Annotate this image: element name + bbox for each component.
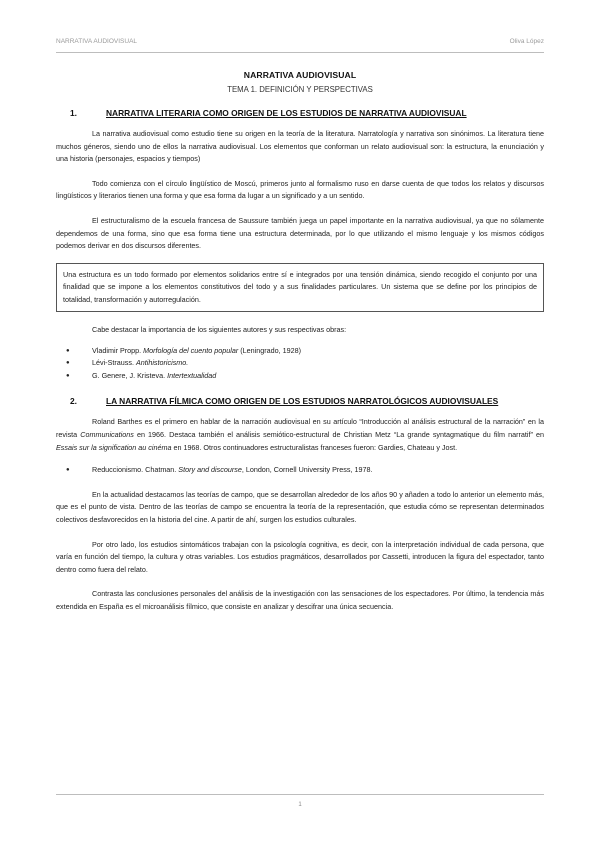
paragraph: [56, 416, 544, 454]
paragraph: El estructuralismo de la escuela francesa de Saussure también juega un papel importante en la narrativa audiovisual, ya que no sólamente dependemos de una forma, sino que esa forma tiene una estructura determinada, por lo que utilizando el mismo lenguaje y los mismos códigos podemos derivar en dos discursos diferentes.: [56, 215, 544, 251]
work-details: (Leningrado, 1928): [240, 345, 301, 355]
paragraph: Todo comienza con el círculo lingüístico de Moscú, primeros junto al formalismo ruso en darse cuenta de que todos los relatos y discursos lingüísticos y literarios tienen una forma y que esa forma da lugar a un significado y a un sentido.: [56, 178, 544, 201]
paragraph: La narrativa audiovisual como estudio tiene su origen en la teoría de la literatura. Narratología y narrativa son sinónimos. La literatura tiene muchos géneros, siendo uno de ellos la narrativa audiovisual. Los elementos que conforman un relato audiovisual son: la estructura, la enunciación y una historia (personajes, espacios y tiempos): [56, 129, 544, 164]
header-course-title: NARRATIVA AUDIOVISUAL: [56, 38, 138, 45]
authors-list: [56, 345, 544, 383]
work-details: , London, Cornell University Press, 1978.: [241, 465, 373, 475]
section-heading-1: [56, 108, 544, 118]
footer-divider: [56, 794, 544, 795]
paragraph-text: Roland Barthes es el primero en hablar de la narración audiovisual en su artículo “Introducción al análisis estructural de la narración” en la revista: [56, 417, 544, 439]
definition-box: Una estructura es un todo formado por elementos solidarios entre sí e integrados por una tensión dinámica, siendo recogido el conjunto por una finalidad que se impone a los elementos constitutivos del todo y a sus finalidades particulares. Un sistema que se define por los principios de totalidad, transformación y autorregulación.: [56, 263, 544, 312]
work-title: Antihistoricismo.: [135, 358, 189, 368]
paragraph: Contrasta las conclusiones personales del análisis de la investigación con las sensaciones de los espectadores. Por último, la tendencia más extendida en España es el microanálisis fílmico, que consiste en analizar y descifrar una única secuencia.: [56, 589, 544, 611]
section-number: 2.: [70, 396, 77, 407]
author-name: Lévi-Strauss.: [92, 358, 134, 368]
list-item: [56, 345, 544, 358]
work-title: Intertextualidad: [167, 370, 217, 380]
book-title: Essais sur la signification au cinéma: [56, 442, 172, 452]
document-title: NARRATIVA AUDIOVISUAL: [243, 70, 357, 80]
paragraph: Cabe destacar la importancia de los siguientes autores y sus respectivas obras:: [92, 324, 347, 334]
reduccionismo-list: [56, 464, 544, 477]
work-title: Story and discourse: [178, 465, 242, 475]
list-item: [56, 370, 544, 383]
section-number: 1.: [70, 108, 77, 118]
paragraph-text: en 1968. Otros continuadores estructuralistas franceses fueron: Gardies, Chateau y Jost.: [171, 442, 458, 452]
section-title: NARRATIVA LITERARIA COMO ORIGEN DE LOS ESTUDIOS DE NARRATIVA AUDIOVISUAL: [106, 108, 467, 118]
list-item: [56, 357, 544, 370]
page-number: 1: [298, 802, 302, 808]
list-item: [56, 464, 544, 477]
author-name: Reduccionismo. Chatman.: [92, 465, 177, 475]
header-divider: [56, 52, 544, 53]
paragraph: Por otro lado, los estudios sintomáticos trabajan con la psicología cognitiva, es decir, con la interpretación individual de cada persona, que varía en función del tiempo, la cultura y otras variables. Los estudios pragmáticos, desarrollados por Cassetti, introducen la figura del espectador, tanto dentro como fuera del relato.: [56, 539, 544, 574]
document-subtitle: TEMA 1. DEFINICIÓN Y PERSPECTIVAS: [227, 85, 373, 94]
work-title: Morfología del cuento popular: [143, 345, 239, 355]
paragraph: En la actualidad destacamos las teorías de campo, que se desarrollan alrededor de los años 90 y añaden a todo lo anterior un elemento más, que es el punto de vista. Dentro de las teorías de campo se encuentra la teoría de la representación, que estudia cómo se representan determinados colectivos desfavorecidos en la historia del cine. A partir de ahí, surgen los estudios culturales.: [56, 489, 544, 524]
author-name: G. Genere, J. Kristeva.: [92, 370, 166, 380]
journal-title: Communications: [80, 429, 134, 439]
document-body: [56, 66, 544, 613]
section-title: LA NARRATIVA FÍLMICA COMO ORIGEN DE LOS ESTUDIOS NARRATOLÓGICOS AUDIOVISUALES: [106, 396, 499, 407]
header-author: Oliva López: [509, 38, 544, 45]
page-header: [56, 38, 544, 52]
paragraph-text: en 1966. Destaca también el análisis semiótico-estructural de Christian Metz “La grande syntagmatique du film narratif” en: [133, 429, 544, 439]
section-heading-2: [56, 396, 544, 406]
author-name: Vladimir Propp.: [92, 345, 142, 355]
